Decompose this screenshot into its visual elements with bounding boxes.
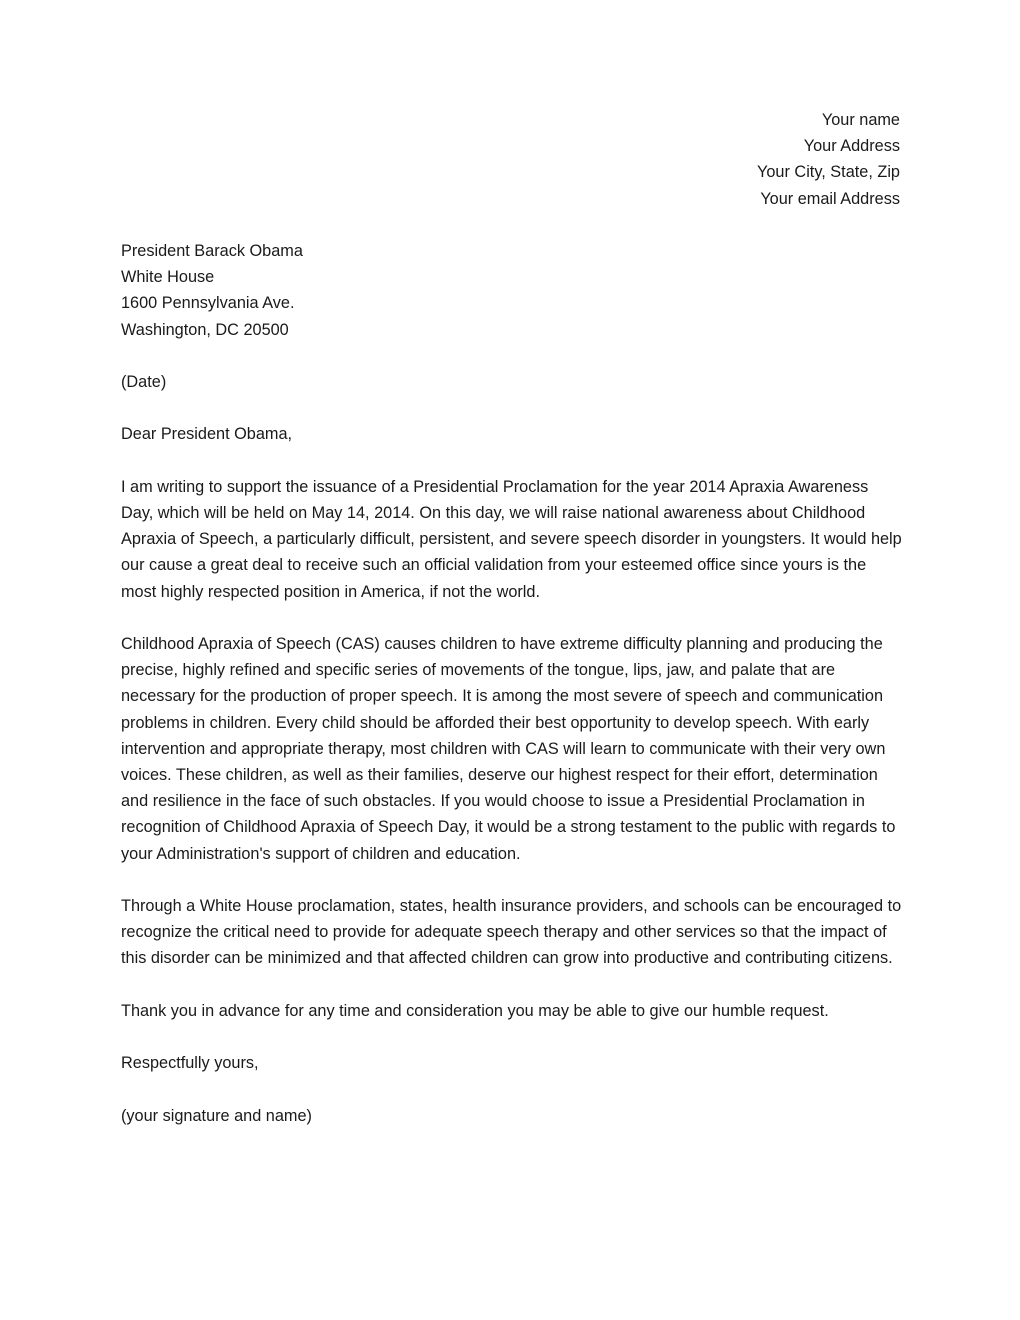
recipient-city: Washington, DC 20500 (121, 320, 289, 339)
sender-city-state-zip: Your City, State, Zip (757, 163, 900, 182)
paragraph-1: I am writing to support the issuance of a Presidential Proclamation for the year 2014 Apraxia Awareness Day, which will be held on May 14, 2014. On this day, we will raise national awareness about Childhood Apraxia of Speech, a particularly difficult, persistent, and severe speech disorder in youngsters. It would help our cause a great deal to receive such an official validation from your esteemed office since yours is the most highly respected position in America, if not the world. (121, 477, 902, 601)
letter-date: (Date) (121, 373, 167, 391)
sender-block (757, 107, 900, 212)
sender-email: Your email Address (760, 189, 900, 208)
recipient-street: 1600 Pennsylvania Ave. (121, 294, 295, 313)
recipient-block (121, 238, 903, 343)
salutation: Dear President Obama, (121, 425, 293, 444)
paragraph-3: Through a White House proclamation, states, health insurance providers, and schools can be encouraged to recognize the critical need to provide for adequate speech therapy and other services so that the impact of this disorder can be minimized and that affected children can grow into productive and contributing citizens. (121, 897, 902, 968)
recipient-org: White House (121, 268, 215, 287)
recipient-name: President Barack Obama (121, 242, 303, 260)
signature: (your signature and name) (121, 1106, 312, 1125)
sender-address: Your Address (803, 137, 900, 156)
closing: Respectfully yours, (121, 1054, 259, 1073)
sender-name: Your name (821, 111, 900, 129)
letter-body (121, 238, 903, 1129)
paragraph-2: Childhood Apraxia of Speech (CAS) causes children to have extreme difficulty planning and producing the precise, highly refined and specific series of movements of the tongue, lips, jaw, and palate that are necessary for the production of proper speech. It is among the most severe of speech and communication problems in children. Every child should be afforded their best opportunity to develop speech. With early intervention and appropriate therapy, most children with CAS will learn to communicate with their very own voices. These children, as well as their families, deserve our highest respect for their effort, determination and resilience in the face of such obstacles. If you would choose to issue a Presidential Proclamation in recognition of Childhood Apraxia of Speech Day, it would be a strong testament to the public with regards to your Administration's support of children and education. (121, 634, 896, 863)
paragraph-4: Thank you in advance for any time and consideration you may be able to give our humble request. (121, 1001, 829, 1020)
